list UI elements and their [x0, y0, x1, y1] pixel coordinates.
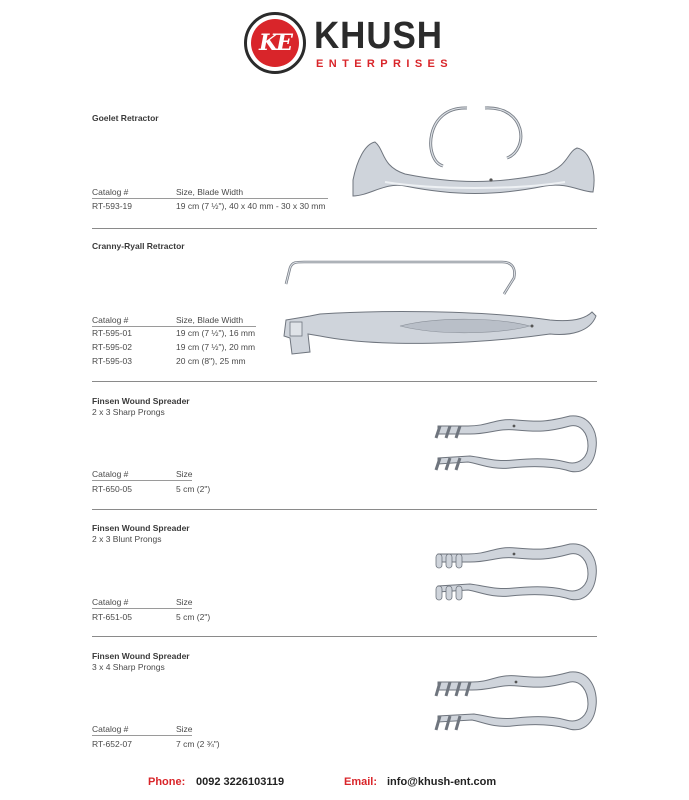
size-value: 5 cm (2") [176, 612, 211, 622]
finsen-spreader-image [430, 668, 602, 740]
finsen-spreader-image [430, 412, 602, 480]
catalog-number: RT-595-02 [92, 342, 133, 352]
product-title: Cranny-Ryall Retractor [92, 241, 185, 251]
table-header-rule [92, 480, 192, 481]
table-header-rule [92, 198, 328, 199]
product-subtitle: 2 x 3 Sharp Prongs [92, 407, 165, 417]
goelet-retractor-image [345, 100, 605, 210]
size-value: 7 cm (2 ¾") [176, 739, 220, 749]
finsen-spreader-image [430, 540, 602, 608]
catalog-number: RT-595-03 [92, 356, 133, 366]
size-value: 5 cm (2") [176, 484, 211, 494]
size-header: Size [176, 597, 193, 607]
product-title: Finsen Wound Spreader [92, 396, 190, 406]
logo-emblem [244, 12, 306, 74]
table-header-rule [92, 326, 256, 327]
catalog-number: RT-595-01 [92, 328, 133, 338]
size-header: Size [176, 469, 193, 479]
catalog-header: Catalog # [92, 469, 129, 479]
product-title: Goelet Retractor [92, 113, 159, 123]
product-title: Finsen Wound Spreader [92, 651, 190, 661]
logo-tagline: ENTERPRISES [316, 58, 454, 70]
cranny-ryall-retractor-image [280, 254, 600, 366]
catalog-header: Catalog # [92, 724, 129, 734]
size-value: 19 cm (7 ½"), 40 x 40 mm - 30 x 30 mm [176, 201, 326, 211]
size-value: 20 cm (8"), 25 mm [176, 356, 246, 366]
catalog-number: RT-593-19 [92, 201, 133, 211]
email-label: Email: [344, 776, 378, 788]
size-header: Size, Blade Width [176, 315, 244, 325]
size-value: 19 cm (7 ½"), 16 mm [176, 328, 256, 338]
product-title: Finsen Wound Spreader [92, 523, 190, 533]
size-header: Size [176, 724, 193, 734]
size-value: 19 cm (7 ½"), 20 mm [176, 342, 256, 352]
catalog-number: RT-650-05 [92, 484, 133, 494]
contact-footer [0, 776, 689, 790]
logo-monogram: KE [251, 19, 299, 67]
catalog-number: RT-652-07 [92, 739, 133, 749]
phone-label: Phone: [148, 776, 186, 788]
table-header-rule [92, 608, 192, 609]
catalog-number: RT-651-05 [92, 612, 133, 622]
size-header: Size, Blade Width [176, 187, 244, 197]
company-logo [244, 12, 454, 78]
section-divider [92, 228, 597, 229]
phone-number[interactable]: 0092 3226103119 [196, 776, 285, 788]
catalog-header: Catalog # [92, 597, 129, 607]
table-header-rule [92, 735, 192, 736]
section-divider [92, 381, 597, 382]
email-link[interactable]: info@khush-ent.com [387, 776, 497, 788]
product-subtitle: 2 x 3 Blunt Prongs [92, 534, 162, 544]
catalog-header: Catalog # [92, 315, 129, 325]
section-divider [92, 636, 597, 637]
section-divider [92, 509, 597, 510]
product-subtitle: 3 x 4 Sharp Prongs [92, 662, 165, 672]
catalog-header: Catalog # [92, 187, 129, 197]
logo-wordmark: KHUSH [314, 15, 443, 57]
